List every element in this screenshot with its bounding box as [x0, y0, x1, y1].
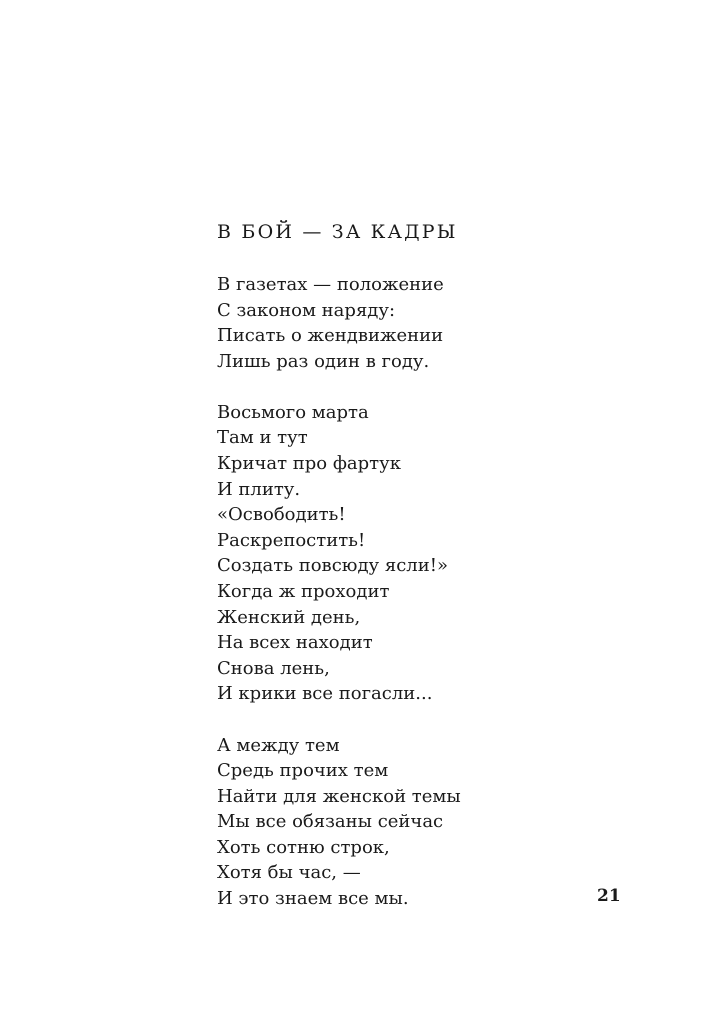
poem-line: Найти для женской темы [217, 785, 461, 807]
poem-line: Кричат про фартук [217, 453, 401, 475]
poem-line: Снова лень, [217, 657, 330, 679]
poem-line: Когда ж проходит [217, 581, 390, 603]
poem-line: «Освободить! [217, 504, 346, 526]
stanza-1 [217, 272, 461, 374]
poem-line: Лишь раз один в году. [217, 350, 430, 372]
poem-body [217, 272, 461, 912]
poem-line: И это знаем все мы. [217, 888, 409, 910]
poem-line: Хоть сотню строк, [217, 836, 390, 858]
poem-line: Раскрепостить! [217, 529, 366, 551]
poem-line: И крики все погасли... [217, 683, 433, 705]
poem-line: А между тем [217, 734, 340, 756]
poem-line: На всех находит [217, 632, 373, 654]
poem-line: Писать о жендвижении [217, 325, 444, 347]
poem-line: Женский день, [217, 606, 361, 628]
poem-line: Там и тут [217, 427, 308, 449]
page-number: 21 [597, 886, 621, 906]
poem-line: С законом наряду: [217, 299, 396, 321]
poem-line: Средь прочих тем [217, 760, 389, 782]
poem-line: В газетах — положение [217, 274, 444, 295]
stanza-3 [217, 733, 461, 912]
poem-line: Создать повсюду ясли!» [217, 555, 448, 577]
poem-line: Мы все обязаны сейчас [217, 811, 444, 833]
poem-title: В БОЙ — ЗА КАДРЫ [217, 221, 458, 243]
poem-line: Восьмого марта [217, 401, 369, 423]
poem-line: И плиту. [217, 478, 301, 500]
poem-line: Хотя бы час, — [217, 862, 361, 884]
stanza-2 [217, 400, 461, 707]
